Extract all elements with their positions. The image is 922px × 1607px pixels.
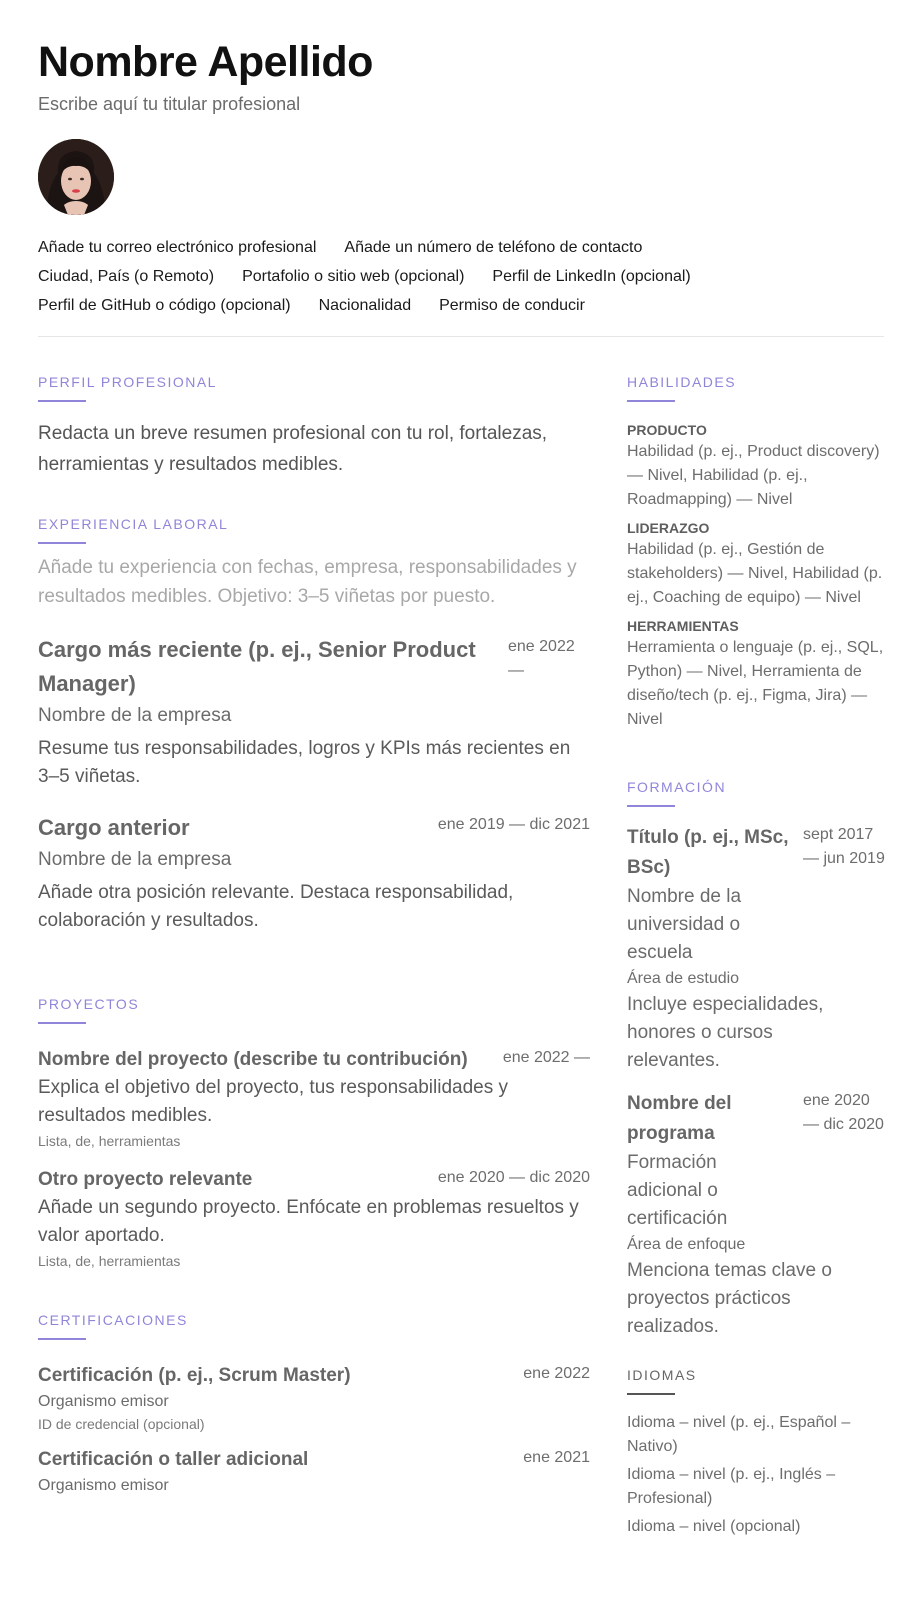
education-entry: [627, 823, 885, 1075]
certification-entry: [38, 1446, 590, 1498]
skill-group: [627, 616, 885, 732]
certifications-section: [38, 1312, 590, 1498]
section-underline: [38, 1338, 86, 1340]
certification-issuer: Organismo emisor: [38, 1393, 169, 1410]
education-section: [627, 779, 885, 1341]
job-title: Cargo más reciente (p. ej., Senior Product Manager): [38, 637, 476, 696]
section-underline: [38, 1022, 86, 1024]
job-company: Nombre de la empresa: [38, 849, 232, 870]
education-school: Formación adicional o certificación: [627, 1152, 728, 1229]
education-description: Incluye especialidades, honores o cursos relevantes.: [627, 994, 824, 1071]
project-date: ene 2020 — dic 2020: [437, 1169, 590, 1186]
project-date: ene 2022 —: [502, 1049, 590, 1066]
contact-phone[interactable]: Añade un número de teléfono de contacto: [344, 239, 643, 256]
portrait-photo: [38, 139, 114, 215]
language-item: Idioma – nivel (p. ej., Inglés – Profesional): [627, 1466, 836, 1507]
job-company: Nombre de la empresa: [38, 705, 232, 726]
section-title: IDIOMAS: [627, 1367, 697, 1383]
certification-title: Certificación (p. ej., Scrum Master): [38, 1365, 351, 1386]
experience-section: [38, 516, 590, 935]
certification-date: ene 2022: [523, 1365, 590, 1382]
experience-hint: Añade tu experiencia con fechas, empresa, responsabilidades y resultados medibles. Objetivo: 3–5 viñetas por puesto.: [38, 557, 577, 607]
education-entry: [627, 1089, 885, 1341]
contact-nationality: Nacionalidad: [318, 297, 412, 314]
job-title: Cargo anterior: [38, 815, 190, 840]
certification-title: Certificación o taller adicional: [38, 1449, 309, 1470]
section-title: PERFIL PROFESIONAL: [38, 374, 217, 390]
section-title: CERTIFICACIONES: [38, 1312, 188, 1328]
skill-items: Herramienta o lenguaje (p. ej., SQL, Python) — Nivel, Herramienta de diseño/tech (p. ej., Figma, Jira) — Nivel: [627, 639, 884, 728]
skill-category: HERRAMIENTAS: [627, 618, 739, 634]
education-date: sept 2017 — jun 2019: [803, 826, 885, 867]
section-title: HABILIDADES: [627, 374, 737, 390]
contact-list: [38, 233, 884, 320]
skill-category: PRODUCTO: [627, 422, 707, 438]
job-date: ene 2022 —: [508, 638, 575, 679]
education-field: Área de enfoque: [627, 1236, 746, 1253]
full-name: Nombre Apellido: [38, 38, 373, 86]
skill-group: [627, 420, 885, 512]
job-entry: [38, 633, 590, 791]
projects-section: [38, 996, 590, 1272]
project-description: Añade un segundo proyecto. Enfócate en problemas resueltos y valor aportado.: [38, 1197, 579, 1246]
resume-header: [38, 36, 884, 115]
skill-category: LIDERAZGO: [627, 520, 710, 536]
section-title: FORMACIÓN: [627, 779, 727, 795]
certification-entry: [38, 1362, 590, 1434]
credential-id: ID de credencial (opcional): [38, 1416, 205, 1432]
contact-linkedin[interactable]: Perfil de LinkedIn (opcional): [492, 268, 691, 285]
section-underline: [627, 1393, 675, 1395]
project-entry: [38, 1166, 590, 1272]
section-underline: [627, 400, 675, 402]
section-title: PROYECTOS: [38, 996, 140, 1012]
languages-section: [627, 1367, 885, 1539]
skill-items: Habilidad (p. ej., Product discovery) — Nivel, Habilidad (p. ej., Roadmapping) — Nivel: [627, 443, 880, 508]
education-school: Nombre de la universidad o escuela: [627, 886, 742, 963]
profile-section: [38, 374, 590, 480]
section-underline: [627, 805, 675, 807]
skills-section: [627, 374, 885, 732]
skill-items: Habilidad (p. ej., Gestión de stakeholders) — Nivel, Habilidad (p. ej., Coaching de equipo) — Nivel: [627, 541, 883, 606]
education-title: Nombre del programa: [627, 1093, 732, 1144]
contact-email[interactable]: Añade tu correo electrónico profesional: [38, 239, 317, 256]
professional-headline: Escribe aquí tu titular profesional: [38, 94, 301, 114]
contact-portfolio[interactable]: Portafolio o sitio web (opcional): [242, 268, 465, 285]
job-date: ene 2019 — dic 2021: [437, 816, 590, 833]
contact-license: Permiso de conducir: [439, 297, 585, 314]
education-description: Menciona temas clave o proyectos prácticos realizados.: [627, 1260, 832, 1337]
language-item: Idioma – nivel (opcional): [627, 1518, 801, 1535]
contact-location: Ciudad, País (o Remoto): [38, 268, 215, 285]
contact-github[interactable]: Perfil de GitHub o código (opcional): [38, 297, 291, 314]
education-title: Título (p. ej., MSc, BSc): [627, 827, 789, 878]
avatar: [38, 139, 114, 215]
job-entry: [38, 811, 590, 935]
section-underline: [38, 400, 86, 402]
project-description: Explica el objetivo del proyecto, tus responsabilidades y resultados medibles.: [38, 1077, 508, 1126]
section-title: EXPERIENCIA LABORAL: [38, 516, 229, 532]
education-field: Área de estudio: [627, 970, 740, 987]
project-entry: [38, 1046, 590, 1152]
skill-group: [627, 518, 885, 610]
language-item: Idioma – nivel (p. ej., Español – Nativo): [627, 1414, 851, 1455]
project-title: Nombre del proyecto (describe tu contribución): [38, 1049, 468, 1070]
job-description: Resume tus responsabilidades, logros y KPIs más recientes en 3–5 viñetas.: [38, 738, 571, 787]
certification-issuer: Organismo emisor: [38, 1477, 169, 1494]
profile-summary: Redacta un breve resumen profesional con tu rol, fortalezas, herramientas y resultados medibles.: [38, 423, 548, 475]
project-tools: Lista, de, herramientas: [38, 1253, 181, 1269]
project-tools: Lista, de, herramientas: [38, 1133, 181, 1149]
header-divider: [38, 336, 884, 337]
project-title: Otro proyecto relevante: [38, 1169, 253, 1190]
job-description: Añade otra posición relevante. Destaca responsabilidad, colaboración y resultados.: [38, 882, 514, 931]
education-date: ene 2020 — dic 2020: [803, 1092, 884, 1133]
certification-date: ene 2021: [523, 1449, 590, 1466]
section-underline: [38, 542, 86, 544]
